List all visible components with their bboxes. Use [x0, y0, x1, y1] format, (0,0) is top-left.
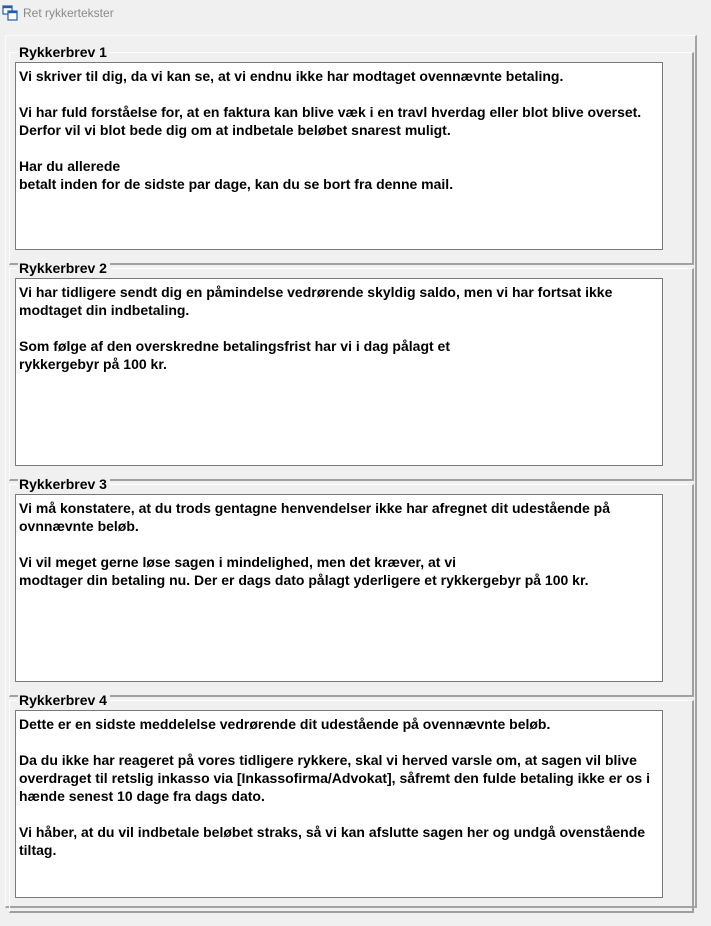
group-label: Rykkerbrev 2: [18, 260, 110, 276]
group-rykkerbrev-2: [9, 260, 694, 481]
group-label: Rykkerbrev 4: [18, 692, 110, 708]
window-title: Ret rykkertekster: [23, 6, 114, 20]
title-bar[interactable]: [0, 0, 711, 26]
reminder-text-2[interactable]: Vi har tidligere sendt dig en påmindelse vedrørende skyldig saldo, men vi har fortsat ikke modtaget din indbetaling. Som følge af den overskredne betalingsfrist har vi i dag pålagt et rykkergebyr på 100 kr.: [15, 278, 663, 466]
group-label: Rykkerbrev 1: [18, 44, 110, 60]
group-rykkerbrev-1: [9, 44, 694, 265]
reminder-text-1[interactable]: Vi skriver til dig, da vi kan se, at vi endnu ikke har modtaget ovennævnte betaling. Vi har fuld forståelse for, at en faktura kan blive væk i en travl hverdag eller blot blive overset. Derfor vil vi blot bede dig om at indbetale beløbet snarest muligt. Har du allerede betalt inden for de sidste par dage, kan du se bort fra denne mail.: [15, 62, 663, 250]
reminder-text-4[interactable]: Dette er en sidste meddelelse vedrørende dit udestående på ovennævnte beløb. Da du ikke har reageret på vores tidligere rykkere, skal vi herved varsle om, at sagen vil blive overdraget til retslig inkasso via [Inkassofirma/Advokat], såfremt den fulde betaling ikke er os i hænde senest 10 dage fra dags dato. Vi håber, at du vil indbetale beløbet straks, så vi kan afslutte sagen her og undgå ovenstående tiltag.: [15, 710, 663, 898]
dialog-client-area: [0, 26, 711, 926]
app-window-icon: [2, 5, 18, 21]
group-label: Rykkerbrev 3: [18, 476, 110, 492]
group-rykkerbrev-3: [9, 476, 694, 697]
group-rykkerbrev-4: [9, 692, 694, 913]
reminder-text-3[interactable]: Vi må konstatere, at du trods gentagne henvendelser ikke har afregnet dit udestående på ovnnævnte beløb. Vi vil meget gerne løse sagen i mindelighed, men det kræver, at vi modtager din betaling nu. Der er dags dato pålagt yderligere et rykkergebyr på 100 kr.: [15, 494, 663, 682]
